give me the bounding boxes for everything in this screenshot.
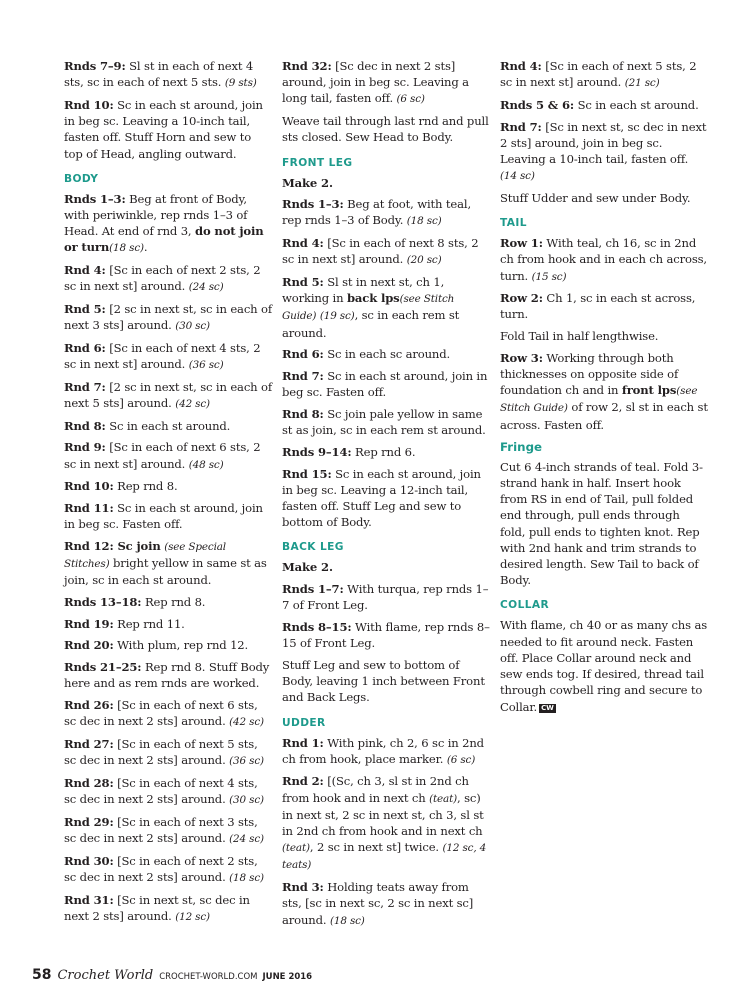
instruction-paragraph [282,444,490,460]
italic-note: (see Special Stitches) [64,540,226,571]
italic-note: (19 sc) [319,310,355,323]
text-run: With teal, ch 16, sc in 2nd ch from hook and in each ch across, turn. [500,236,707,283]
round-label: Make 2. [282,560,333,575]
round-label: Rnd 19: [64,616,114,631]
text-run: Sc in each st around, join in beg sc. Fasten off. [282,369,488,400]
round-label: Rnd 8: [64,418,106,433]
italic-note: (teat) [429,792,457,805]
round-label: Rnds 13–18: [64,594,142,609]
round-label: Rnds 7–9: [64,59,126,73]
round-label: Rnd 4: [64,263,106,278]
page-number: 58 [32,967,52,983]
round-label: Rnd 3: [282,880,324,895]
instruction-paragraph [500,235,708,285]
instruction-paragraph [64,418,272,434]
section-heading: BODY [64,172,99,185]
bold-text: back lps [346,291,400,306]
round-label: Rnd 7: [500,119,542,134]
text-run: . [143,240,148,255]
instruction-paragraph [282,274,490,341]
instruction-paragraph [282,346,490,362]
round-label: Rnd 5: [64,301,106,316]
round-label: Rnds 1–3: [64,191,126,206]
italic-note: (teat) [282,842,310,855]
instruction-paragraph [64,478,272,494]
text-run: Sl st in each of next 4 sts, sc in each of next 5 sts. [64,59,254,90]
instruction-paragraph [500,97,708,113]
instruction-paragraph [64,191,272,257]
text-run: Rep rnd 8. [141,594,206,609]
instruction-paragraph [282,879,490,929]
italic-note: (30 sc) [175,320,210,333]
round-label: Rnds 1–7: [282,582,344,597]
issue-date: JUNE 2016 [262,972,313,982]
text-run: Rep rnd 8. [113,479,178,494]
round-label: Rnd 12: Sc join [64,538,161,553]
text-run: Sc in each st around, join in beg sc. Leaving a 10-inch tail, fasten off. Stuff Horn and sew to top of Head, angling outward. [64,97,263,161]
italic-note: (30 sc) [229,794,264,807]
instruction-paragraph [282,235,490,268]
instruction-paragraph [64,301,272,334]
instruction-paragraph [64,659,272,691]
round-label: Rnd 30: [64,853,114,868]
column-3 [500,58,708,720]
text-run: Ch 1, sc in each st across, turn. [500,291,696,322]
text-run: [Sc in each of next 4 sts, 2 sc in next st] around. [64,340,261,372]
subsection-heading: Fringe [500,439,543,454]
column-1 [64,58,272,930]
text-run: With plum, rep rnd 12. [113,638,249,653]
italic-note: (14 sc) [500,170,535,183]
round-label: Rnd 1: [282,735,324,750]
instruction-paragraph [282,196,490,229]
text-run: [Sc in each of next 6 sts, 2 sc in next st] around. [64,440,261,471]
text-run: [Sc dec in next 2 sts] around, join in beg sc. Leaving a long tail, fasten off. [282,59,469,106]
text-run: Sc in each st around, join in beg sc. Leaving a 12-inch tail, fasten off. Stuff Leg and sew to bottom of Body. [282,466,481,530]
italic-note: (20 sc) [406,254,442,267]
instruction-paragraph [64,814,272,847]
section-heading: BACK LEG [282,541,344,554]
italic-note: (see Stitch Guide) [282,293,455,323]
round-label: Rnd 9: [64,440,106,455]
text-run: [Sc in each of next 2 sts, 2 sc in next st] around. [64,263,261,294]
page-footer [32,964,312,983]
italic-note: (18 sc) [406,215,442,228]
instruction-paragraph [64,736,272,769]
instruction-paragraph [282,368,490,400]
instruction-paragraph [500,617,708,714]
instruction-paragraph [64,892,272,925]
round-label: Rnd 7: [64,379,106,394]
round-label: Rnd 6: [282,347,324,362]
text-run: Working through both thicknesses on opposite side of foundation ch and in [500,350,679,398]
instruction-paragraph [500,350,708,433]
text-run: [Sc in each of next 4 sts, sc dec in next 2 sts] around. [64,775,258,807]
text-run: of row 2, sl st in each st across. Fasten off. [500,400,708,432]
text-run: Sc in each sc around. [323,347,451,362]
cw-end-logo: CW [541,703,554,712]
round-label: Rnd 15: [282,466,332,481]
round-label: Rnd 11: [64,500,114,515]
instruction-paragraph [64,637,272,653]
instruction-paragraph [282,466,490,531]
italic-note: (6 sc) [396,93,425,106]
instruction-paragraph [64,379,272,412]
round-label: Rnd 2: [282,774,324,789]
text-run: [2 sc in next st, sc in each of next 3 sts] around. [64,301,272,333]
instruction-paragraph [64,340,272,373]
text-run: With turqua, rep rnds 1–7 of Front Leg. [282,582,489,613]
italic-note: (15 sc) [531,270,567,283]
bold-text: front lps [621,383,677,398]
round-label: Rnd 28: [64,775,114,790]
italic-note: (6 sc) [446,753,476,766]
italic-note: (18 sc) [109,242,144,255]
instruction-paragraph [64,262,272,295]
round-label: Rnds 8–15: [282,619,352,634]
round-label: Rnd 8: [282,406,324,421]
round-label: Rnd 20: [64,638,114,653]
round-label: Rnds 5 & 6: [500,97,575,112]
round-label: Rnd 7: [282,369,324,384]
text-run: With pink, ch 2, 6 sc in 2nd ch from hook, place marker. [282,735,484,766]
instruction-paragraph [282,581,490,613]
text-run: Stuff Udder and sew under Body. [500,190,691,205]
instruction-paragraph [282,406,490,438]
instruction-paragraph [64,439,272,472]
instruction-paragraph [282,735,490,768]
section-heading: TAIL [500,217,527,230]
section-heading: COLLAR [500,599,550,612]
italic-note: (24 sc) [229,832,264,845]
text-run: Rep rnd 11. [113,616,185,631]
instruction-paragraph [282,773,490,873]
italic-note: (24 sc) [188,281,224,294]
text-run: Sc in each st around, join in beg sc. Fasten off. [64,500,263,532]
instruction-paragraph [64,697,272,730]
italic-note: (12 sc) [175,910,210,923]
round-label: Rnd 10: [64,97,114,112]
instruction-paragraph [282,619,490,651]
instruction-paragraph [64,97,272,162]
instruction-paragraph [282,175,490,191]
text-run: With flame, rep rnds 8–15 of Front Leg. [282,619,490,651]
round-label: Rnd 27: [64,736,114,751]
magazine-url: CROCHET-WORLD.COM [159,972,258,982]
round-label: Rnd 4: [500,59,542,73]
italic-note: (48 sc) [188,458,224,471]
text-run: , sc in each rem st around. [282,308,460,340]
italic-note: (36 sc) [229,755,264,768]
text-run: [Sc in each of next 2 sts, sc dec in next 2 sts] around. [64,853,258,884]
round-label: Rnds 9–14: [282,444,352,459]
text-run: Rep rnd 6. [351,444,416,459]
text-run: [Sc in each of next 3 sts, sc dec in next 2 sts] around. [64,814,258,845]
round-label: Rnds 1–3: [282,197,344,212]
instruction-paragraph [500,58,708,91]
round-label: Rnd 26: [64,698,114,712]
round-label: Rnd 29: [64,814,114,829]
instruction-paragraph [282,657,490,706]
round-label: Rnd 32: [282,59,332,73]
text-run: Sc in each st around. [105,418,231,433]
text-run: Rep rnd 8. Stuff Body here and as rem rnds are worked. [64,660,270,691]
instruction-paragraph [64,594,272,610]
round-label: Row 2: [500,291,543,306]
round-label: Rnd 5: [282,275,324,290]
text-run: [Sc in next st, sc dec in next 2 sts] around, join in beg sc. Leaving a 10-inch tail, fasten off. [500,119,707,167]
text-run: Weave tail through last rnd and pull sts closed. Sew Head to Body. [282,114,489,145]
text-run: , sc) in next st, 2 sc in next st, ch 3, sl st in 2nd ch from hook and in next ch [282,790,484,839]
bold-text: do not join or turn [64,224,264,255]
text-run: Sc join pale yellow in same st as join, sc in each rem st around. [282,406,486,438]
text-run: Stuff Leg and sew to bottom of Body, leaving 1 inch between Front and Back Legs. [282,657,485,705]
text-run: [2 sc in next st, sc in each of next 5 sts] around. [64,379,272,410]
text-run: bright yellow in same st as join, sc in each st around. [64,556,267,588]
section-heading: UDDER [282,716,326,729]
italic-note: (12 sc, 4 teats) [282,842,487,872]
instruction-paragraph [64,538,272,589]
round-label: Rnd 6: [64,340,106,355]
instruction-paragraph [64,500,272,532]
instruction-paragraph [64,616,272,632]
italic-note: (42 sc) [229,716,264,729]
text-run: Sc in each st around. [574,97,699,112]
instruction-paragraph [64,853,272,886]
italic-note: (9 sts) [224,77,257,90]
italic-note: (18 sc) [329,914,365,927]
italic-note: (see Stitch Guide) [500,385,698,415]
text-run: [Sc in each of next 6 sts, sc dec in next 2 sts] around. [64,698,258,729]
text-run: With flame, ch 40 or as many chs as needed to fit around neck. Fasten off. Place Collar around neck and sew ends tog. If desired, thread tail through cowbell ring and secure to Collar. [500,618,708,714]
italic-note: (18 sc) [229,871,264,884]
text-run: Beg at front of Body, with periwinkle, rep rnds 1–3 of Head. At end of rnd 3, [64,191,248,239]
instruction-paragraph [500,459,708,589]
instruction-paragraph [282,559,490,575]
italic-note: (21 sc) [624,77,660,90]
instruction-paragraph [64,775,272,808]
magazine-name: Crochet World [57,968,154,983]
instruction-paragraph [282,58,490,108]
text-run: [Sc in each of next 5 sts, 2 sc in next st] around. [500,59,697,90]
instruction-paragraph [282,113,490,145]
text-run: , 2 sc in next st] twice. [309,840,443,855]
instruction-paragraph [500,190,708,206]
section-heading: FRONT LEG [282,156,353,169]
column-2 [282,58,490,934]
text-run: Cut 6 4-inch strands of teal. Fold 3-strand hank in half. Insert hook from RS in end of Tail, pull folded end through, pull ends through fold, pull ends to tighten knot. Rep with 2nd hank and trim strands to desired length. Sew Tail to back of Body. [500,459,703,588]
instruction-paragraph [500,119,708,185]
round-label: Rnd 10: [64,479,114,494]
round-label: Rnds 21–25: [64,660,142,675]
text-run: Beg at foot, with teal, rep rnds 1–3 of Body. [282,197,471,228]
text-run: [Sc in next st, sc dec in next 2 sts] around. [64,892,250,923]
text-run: [(Sc, ch 3, sl st in 2nd ch from hook and in next ch [282,774,469,805]
text-run: [Sc in each of next 8 sts, 2 sc in next st] around. [282,236,479,267]
round-label: Row 3: [500,350,543,365]
instruction-paragraph [500,290,708,322]
round-label: Rnd 4: [282,236,324,251]
italic-note: (36 sc) [188,359,224,372]
instruction-paragraph [64,58,272,91]
instruction-paragraph [500,328,708,344]
round-label: Row 1: [500,236,543,251]
text-run: Holding teats away from sts, [sc in next sc, 2 sc in next sc] around. [282,880,474,927]
text-run: [Sc in each of next 5 sts, sc dec in next 2 sts] around. [64,736,258,768]
text-run: Fold Tail in half lengthwise. [500,329,659,344]
round-label: Make 2. [282,175,333,190]
round-label: Rnd 31: [64,892,114,907]
text-run: Sl st in next st, ch 1, working in [282,275,445,306]
italic-note: (42 sc) [175,397,210,410]
